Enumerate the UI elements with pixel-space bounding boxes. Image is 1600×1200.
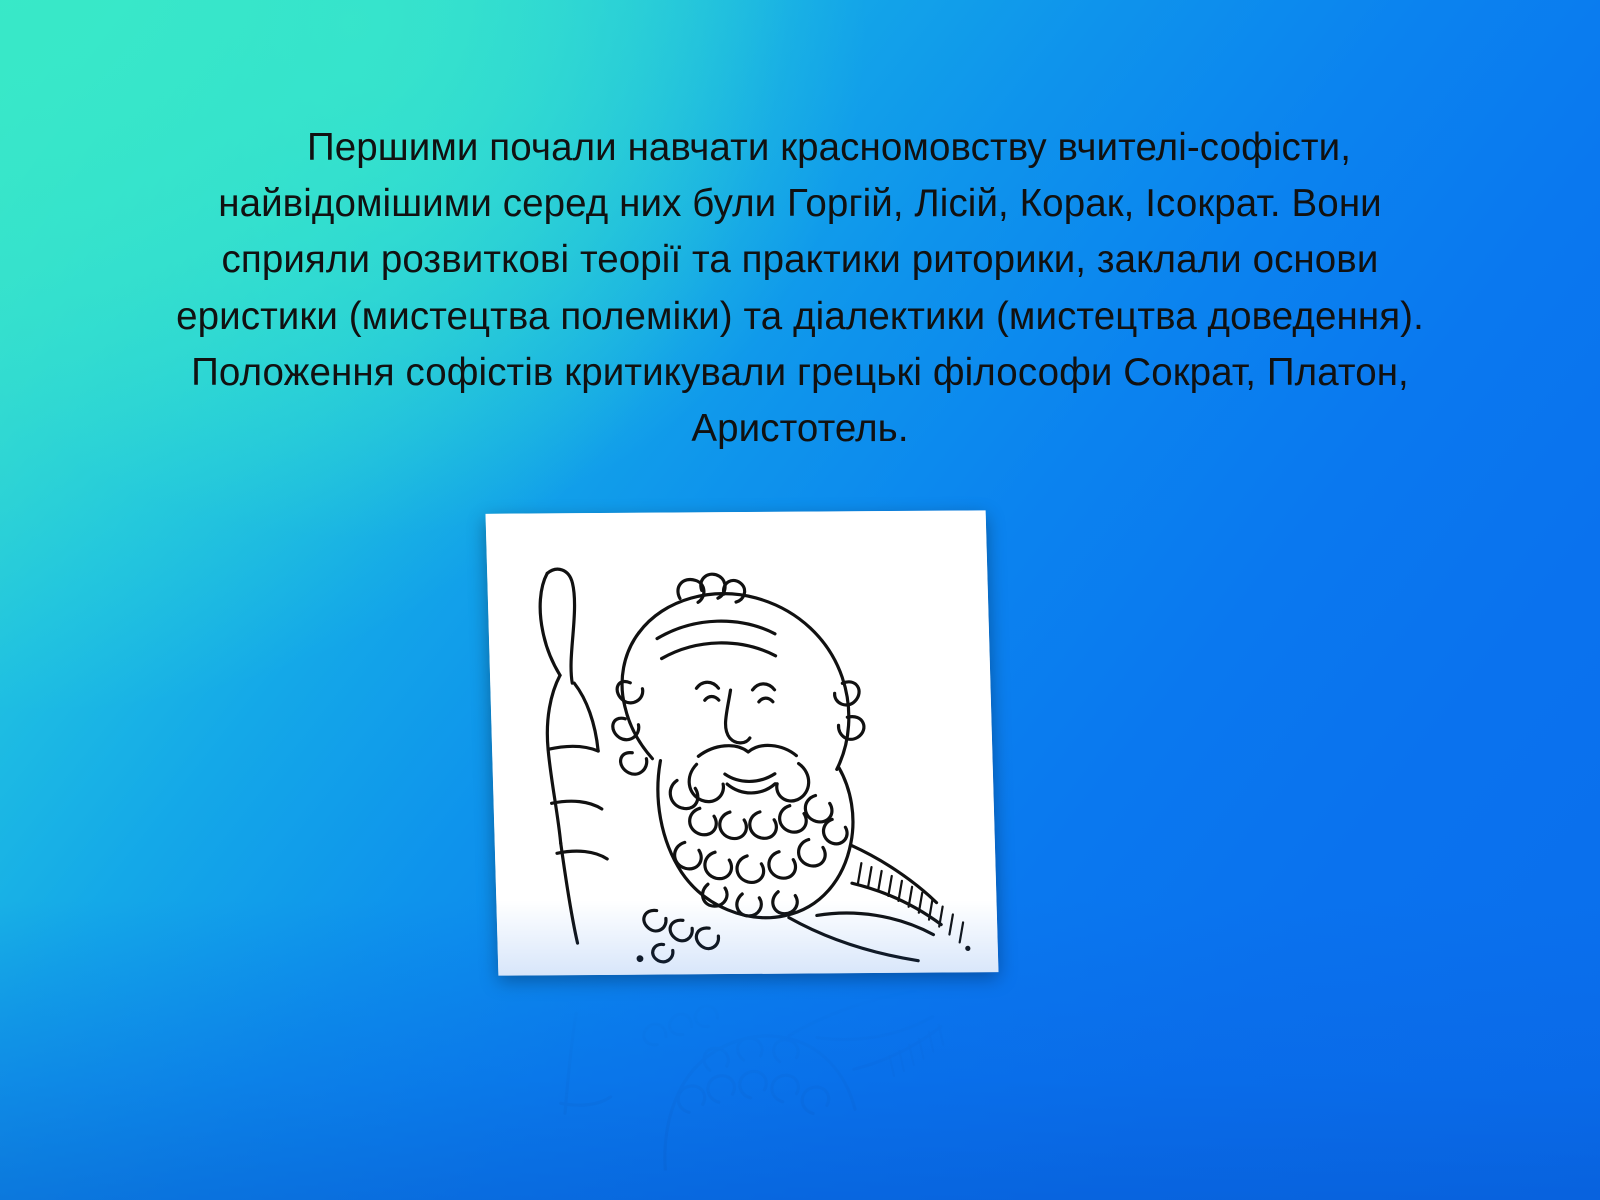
illustration-reflection bbox=[495, 978, 1000, 1171]
illustration-container bbox=[492, 512, 1002, 992]
slide-body-text bbox=[140, 120, 1460, 457]
body-paragraph: Першими почали навчати красномовству вчителі-софісти, найвідомішими серед них були Горгій, Лісій, Корак, Ісократ. Вони сприяли розвиткові теорії та практики риторики, заклали основи еристики (мистецтва полеміки) та діалектики (мистецтва доведення). Положення софістів критикували грецькі філософи Сократ, Платон, Аристотель. bbox=[176, 126, 1424, 451]
philosopher-drawing-icon bbox=[486, 510, 999, 975]
reflection-drawing-icon bbox=[495, 978, 1000, 1171]
illustration-photo[interactable] bbox=[486, 510, 999, 975]
